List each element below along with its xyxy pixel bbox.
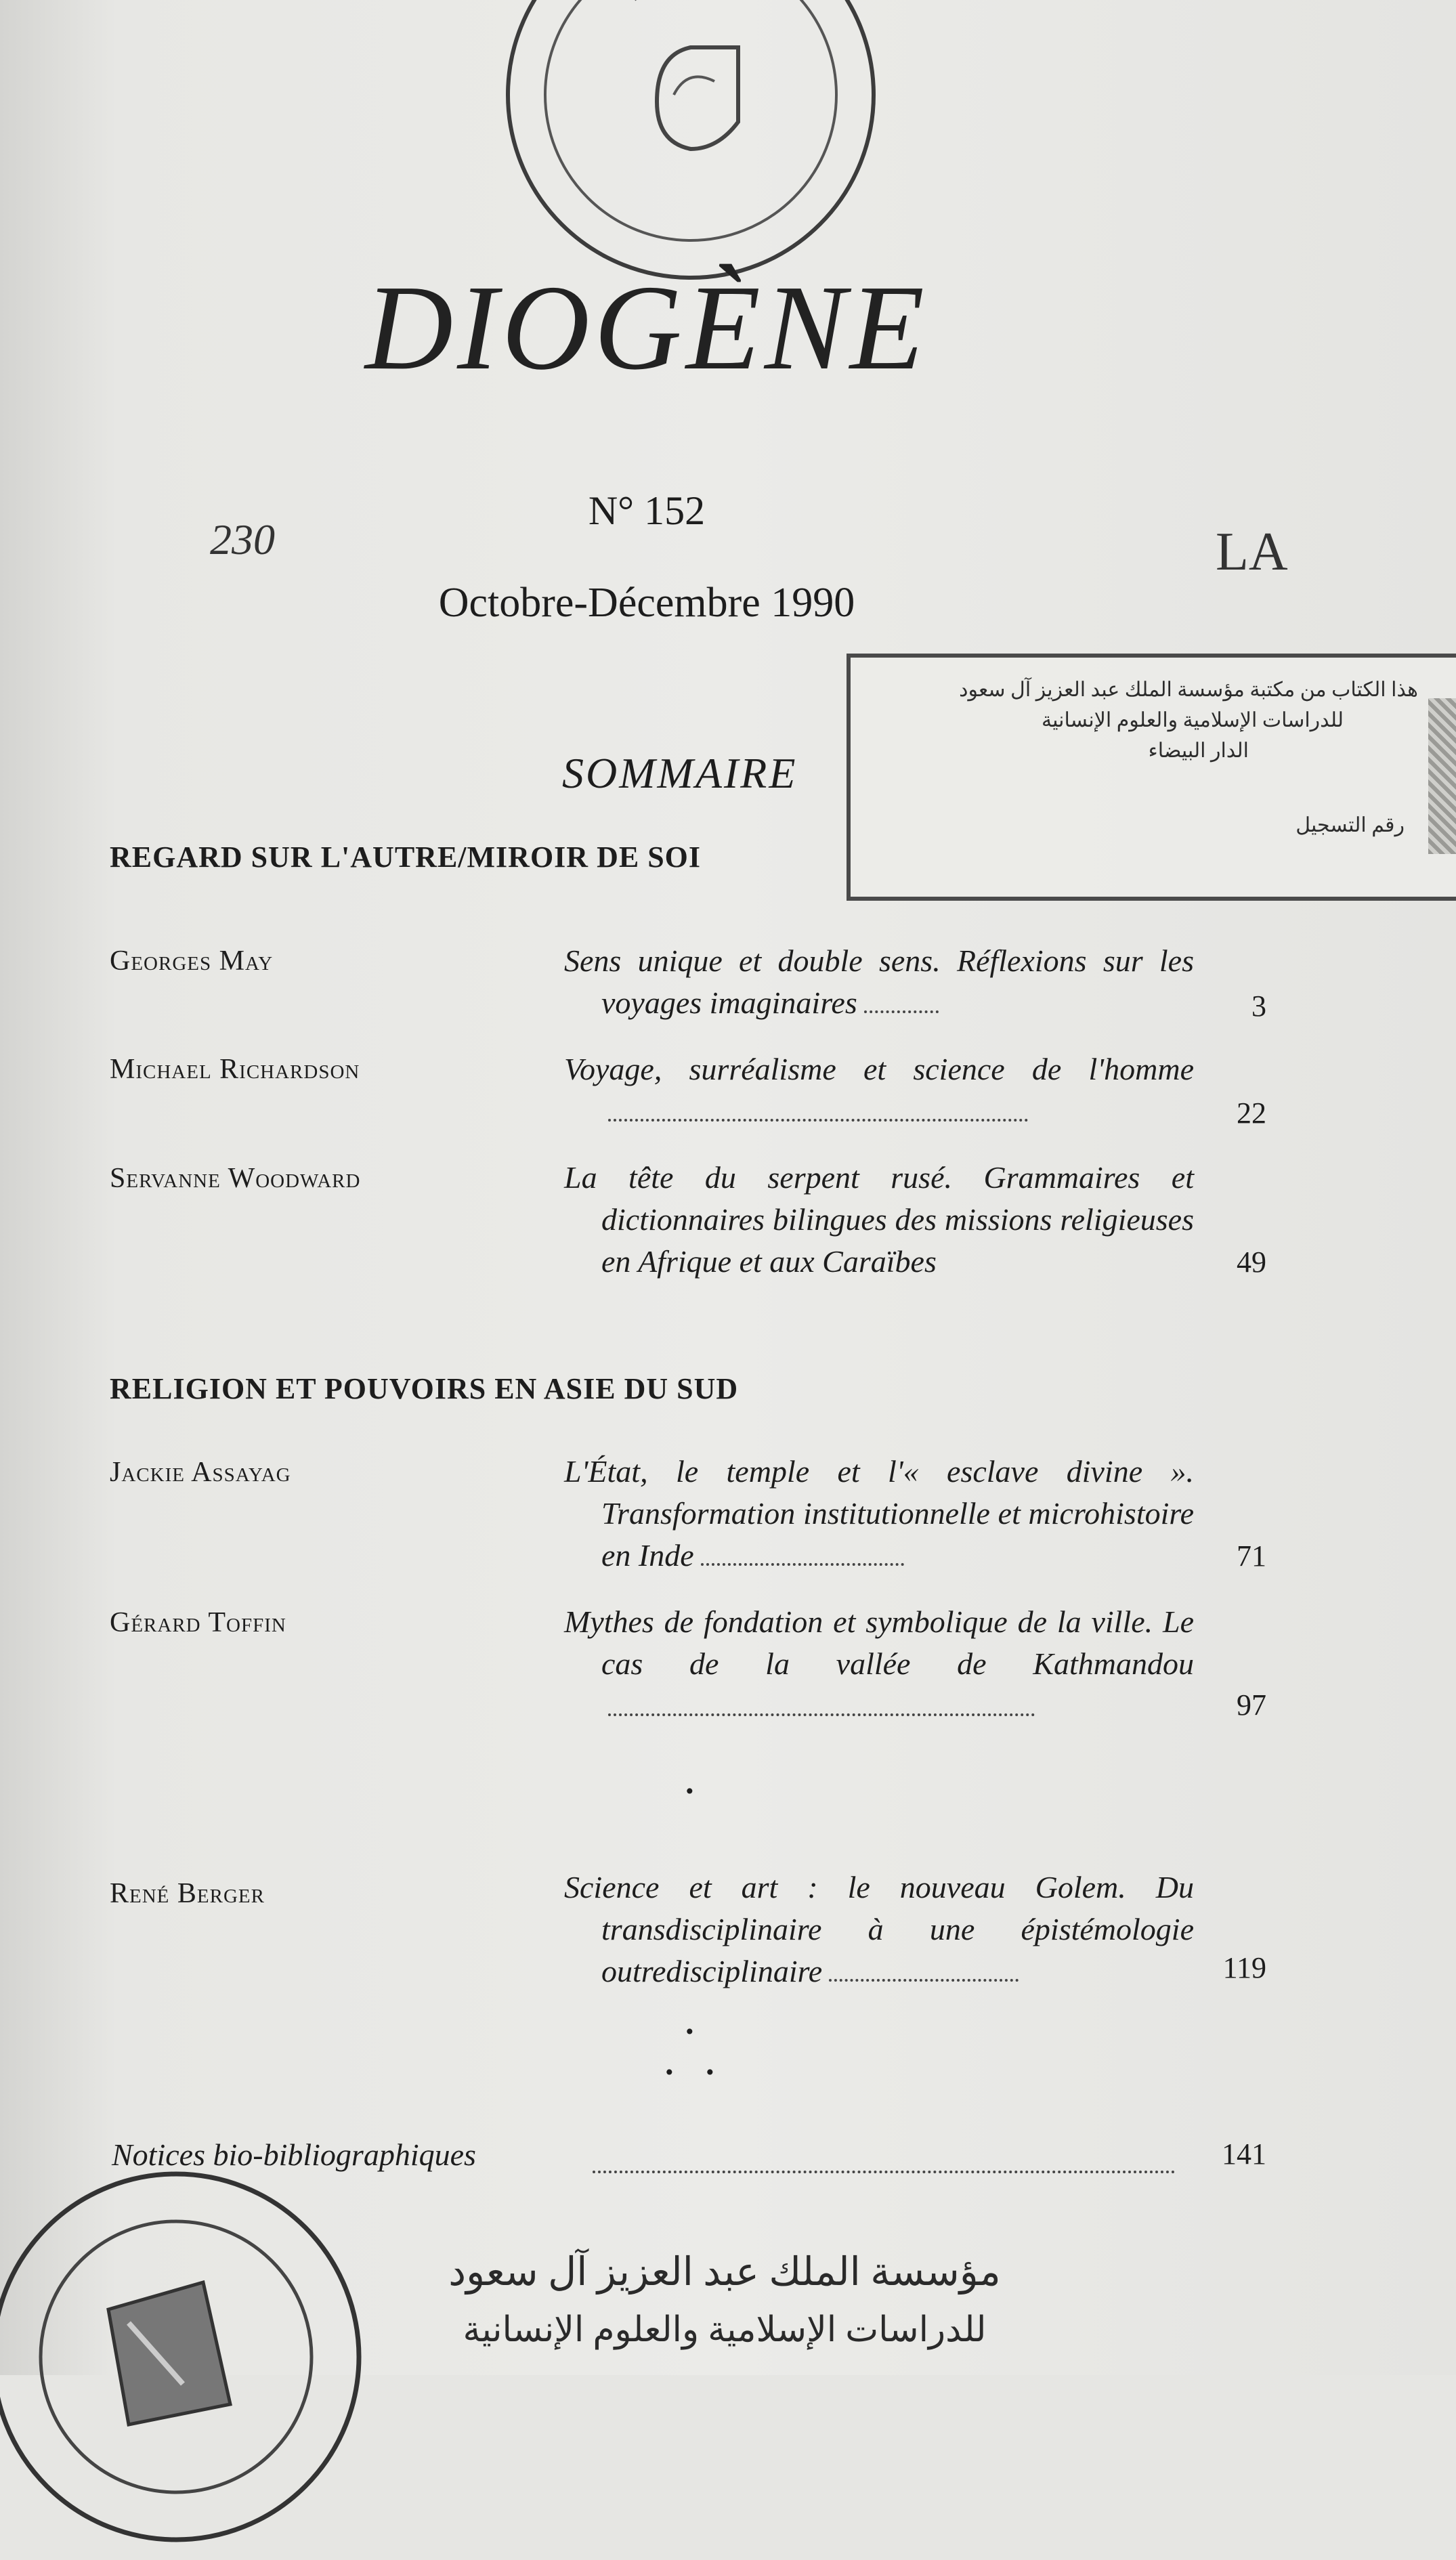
entry-title: Sens unique et double sens. Réflexions sur les voyages imaginaires	[564, 943, 1194, 1020]
separator-dot: ·	[684, 1772, 695, 1810]
entry-author: Michael Richardson	[110, 1054, 360, 1085]
contents-heading: SOMMAIRE	[562, 749, 798, 797]
issue-number: N° 152	[588, 488, 706, 533]
entry-author: Servanne Woodward	[110, 1163, 361, 1194]
registration-stamp-line-1: هذا الكتاب من مكتبة مؤسسة الملك عبد العزيز آل سعود	[959, 679, 1418, 701]
separator-dot: ·	[664, 2053, 675, 2091]
entry-page: 22	[1237, 1096, 1266, 1130]
notices-title: Notices bio-bibliographiques	[112, 2137, 476, 2172]
library-seal-bottom	[0, 2154, 379, 2560]
entry-page: 97	[1237, 1688, 1266, 1722]
handwritten-note-right: LA	[1216, 522, 1288, 582]
entry-page: 49	[1237, 1245, 1266, 1279]
registration-stamp-line-4: رقم التسجيل	[1296, 814, 1405, 836]
section-heading: RELIGION ET POUVOIRS EN ASIE DU SUD	[110, 1372, 739, 1405]
registration-stamp-line-2: للدراسات الإسلامية والعلوم الإنسانية	[1042, 709, 1344, 731]
entry-title: Science et art : le nouveau Golem. Du transdisciplinaire à une épistémologie outredisciplinaire	[564, 1870, 1194, 1988]
entry-author: René Berger	[110, 1878, 265, 1909]
entry-page: 119	[1222, 1951, 1266, 1984]
entry-author: Gérard Toffin	[110, 1607, 286, 1638]
entry-title: La tête du serpent rusé. Grammaires et dictionnaires bilingues des missions religieuses en Afrique et aux Caraïbes	[564, 1160, 1194, 1279]
entry-page: 71	[1237, 1539, 1266, 1573]
separator-dot: ·	[704, 2053, 716, 2091]
stamp-texture	[1428, 698, 1456, 854]
notices-leader	[593, 2171, 1175, 2173]
library-seal-top	[488, 0, 894, 298]
section-heading: REGARD SUR L'AUTRE/MIROIR DE SOI	[110, 840, 702, 874]
entry-title: L'État, le temple et l'« esclave divine ». Transformation institutionnelle et microhistoire en Inde	[564, 1454, 1194, 1573]
journal-title: DIOGÈNE	[365, 260, 928, 395]
separator-dot: ·	[684, 2012, 695, 2050]
handwritten-note-left: 230	[210, 515, 275, 563]
entry-title: Mythes de fondation et symbolique de la ville. Le cas de la vallée de Kathmandou	[564, 1601, 1194, 1727]
entry-author: Georges May	[110, 945, 274, 977]
footer-line-1: مؤسسة الملك عبد العزيز آل سعود	[448, 2250, 1001, 2294]
registration-stamp-line-3: الدار البيضاء	[1148, 740, 1249, 762]
entry-title: Voyage, surréalisme et science de l'homme	[564, 1048, 1194, 1132]
footer-line-2: للدراسات الإسلامية والعلوم الإنسانية	[463, 2311, 987, 2349]
registration-stamp	[847, 654, 1456, 901]
entry-author: Jackie Assayag	[110, 1457, 291, 1488]
entry-page: 3	[1251, 989, 1266, 1023]
issue-date: Octobre-Décembre 1990	[438, 580, 855, 626]
notices-page: 141	[1222, 2137, 1266, 2171]
